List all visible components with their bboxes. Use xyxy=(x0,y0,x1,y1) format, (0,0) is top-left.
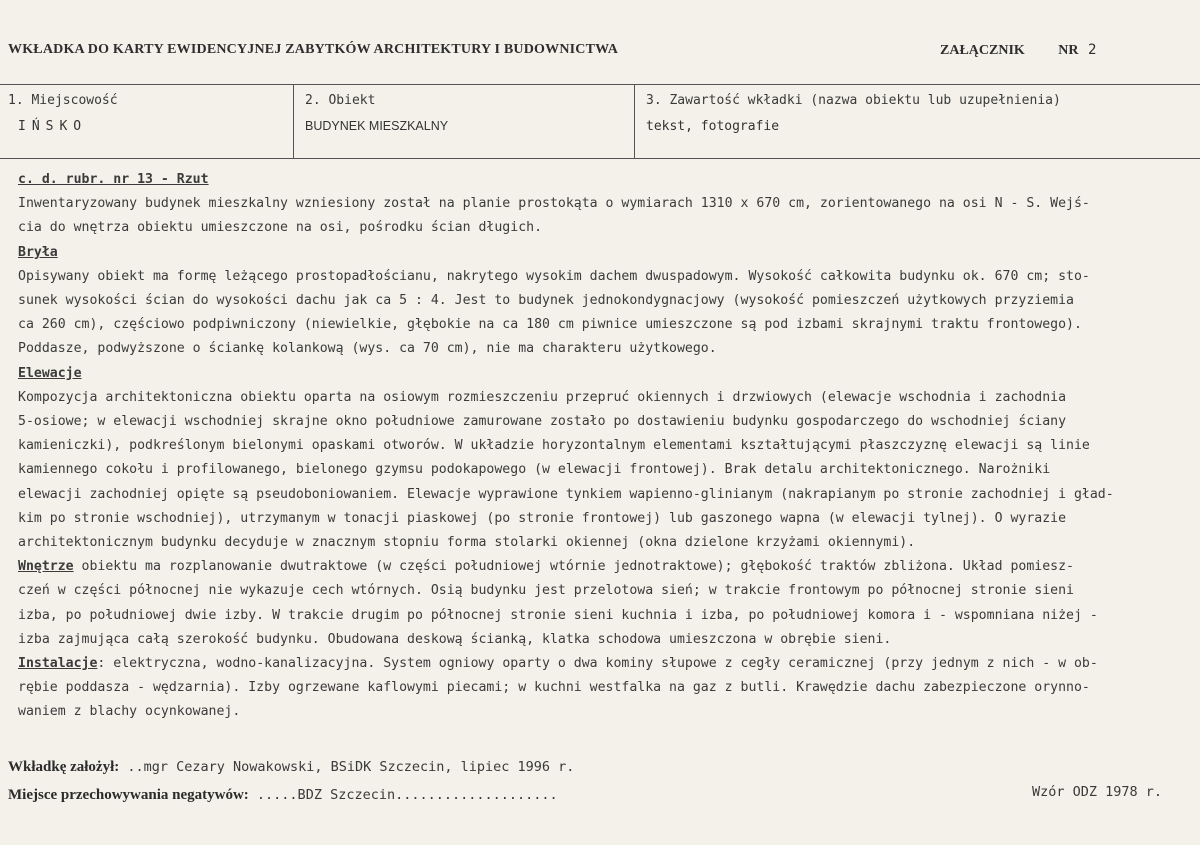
text-line: rębie poddasza - wędzarnia). Izby ogrzewane kaflowymi piecami; w kuchni westfalka na gaz z butli. Krawędzie dachu zabezpieczone orynno- xyxy=(18,680,1090,696)
text-line: elewacji zachodniej opięte są pseudoboniowaniem. Elewacje wyprawione tynkiem wapienno-glinianym (nakrapianym po stronie zachodniej i gład- xyxy=(18,486,1114,502)
text-line: Kompozycja architektoniczna obiektu oparta na osiowym rozmieszczeniu przepruć okiennych i drzwiowych (elewacje wschodnia i zachodnia xyxy=(18,389,1067,405)
nr-label: NR xyxy=(1058,43,1079,58)
section-heading-wnetrze: Wnętrze xyxy=(18,559,74,575)
storage-value: .....BDZ Szczecin.................... xyxy=(256,787,558,803)
field-separator-2 xyxy=(634,84,635,159)
attachment-number xyxy=(940,42,1096,59)
locality-value: IŃSKO xyxy=(18,119,88,134)
text-line: czeń w części północnej nie wykazuje cech wtórnych. Osią budynku jest przelotowa sień; w trakcie frontowym po północnej stronie sieni xyxy=(18,583,1074,599)
contents-label: 3. Zawartość wkładki (nazwa obiektu lub uzupełnienia) xyxy=(646,93,1061,108)
founded-value: ..mgr Cezary Nowakowski, BSiDK Szczecin, lipiec 1996 r. xyxy=(127,759,575,775)
storage-label: Miejsce przechowywania negatywów: xyxy=(8,787,249,803)
text-line: kim po stronie wschodniej), utrzymanym w tonacji piaskowej (po stronie frontowej) lub gaszonego wapna (w elewacji tylnej). O wyrazie xyxy=(18,510,1067,526)
text-line: Poddasze, podwyższone o ściankę kolankową (wys. ca 70 cm), nie ma charakteru użytkowego. xyxy=(18,341,717,357)
text-line: sunek wysokości ścian do wysokości dachu jak ca 5 : 4. Jest to budynek jednokondygnacjowy (wysokość pomieszczeń użytkowych przyziemia xyxy=(18,293,1074,309)
section-heading-bryla: Bryła xyxy=(18,244,58,260)
section-heading-rzut: c. d. rubr. nr 13 - Rzut xyxy=(18,172,209,187)
header-divider xyxy=(0,84,1200,85)
fields-divider xyxy=(0,158,1200,159)
text-line: 5-osiowe; w elewacji wschodniej skrajne okno południowe zamurowane zostało po dostawieniu budynku gospodarczego do wschodniej ściany xyxy=(18,414,1067,430)
section-heading-elewacje: Elewacje xyxy=(18,365,82,381)
text-line: : elektryczna, wodno-kanalizacyjna. System ogniowy oparty o dwa kominy słupowe z cegły ceramicznej (przy jednym z nich - w ob- xyxy=(97,656,1098,672)
text-line: Opisywany obiekt ma formę leżącego prostopadłościanu, nakrytego wysokim dachem dwuspadowym. Wysokość całkowita budynku ok. 670 cm; sto- xyxy=(18,268,1090,284)
text-line: Inwentaryzowany budynek mieszkalny wzniesiony został na planie prostokąta o wymiarach 1310 x 670 cm, zorientowanego na osi N - S. Wejś- xyxy=(18,196,1090,212)
text-line: waniem z blachy ocynkowanej. xyxy=(18,704,241,720)
founded-by-row xyxy=(8,759,574,776)
text-line: ca 260 cm), częściowo podpiwniczony (niewielkie, głębokie na ca 180 cm piwnice umieszczone są pod izbami skrajnymi traktu frontowego). xyxy=(18,317,1082,333)
text-line: izba zajmująca całą szerokość budynku. Obudowana deskową ścianką, klatka schodowa umieszczona w obrębie sieni. xyxy=(18,631,892,647)
attachment-label: ZAŁĄCZNIK xyxy=(940,43,1025,58)
founded-label: Wkładkę założył: xyxy=(8,759,120,775)
text-line: cia do wnętrza obiektu umieszczone na osi, pośrodku ścian długich. xyxy=(18,220,543,236)
nr-value: 2 xyxy=(1088,42,1097,58)
locality-label: 1. Miejscowość xyxy=(8,93,118,108)
object-label: 2. Obiekt xyxy=(305,93,376,108)
section-heading-instalacje: Instalacje xyxy=(18,656,98,672)
text-line: kamiennego cokołu i profilowanego, bielonego gzymsu podokapowego (w elewacji frontowej). Brak detalu architektonicznego. Narożniki xyxy=(18,462,1051,478)
storage-row xyxy=(8,787,558,804)
object-value: BUDYNEK MIESZKALNY xyxy=(305,119,449,133)
contents-value: tekst, fotografie xyxy=(646,119,780,134)
description-body xyxy=(18,168,1194,725)
text-line: kamieniczki), podkreślonym bielonymi opaskami otworów. W układzie horyzontalnym elementami kształtującymi płaszczyznę elewacji są linie xyxy=(18,438,1090,454)
text-line: obiektu ma rozplanowanie dwutraktowe (w części południowej wtórnie jednotraktowe); głębokość traktów zbliżona. Układ pomiesz- xyxy=(73,559,1074,575)
template-note: Wzór ODZ 1978 r. xyxy=(1032,784,1163,800)
form-title: WKŁADKA DO KARTY EWIDENCYJNEJ ZABYTKÓW ARCHITEKTURY I BUDOWNICTWA xyxy=(8,42,619,57)
text-line: izba, po południowej dwie izby. W trakcie drugim po północnej stronie sieni kuchnia i izba, po południowej komora i - wspomniana niżej - xyxy=(18,607,1098,623)
text-line: architektonicznym budynku decyduje w znacznym stopniu forma stolarki okiennej (okna dzielone krzyżami okiennymi). xyxy=(18,535,916,551)
field-separator-1 xyxy=(293,84,294,159)
